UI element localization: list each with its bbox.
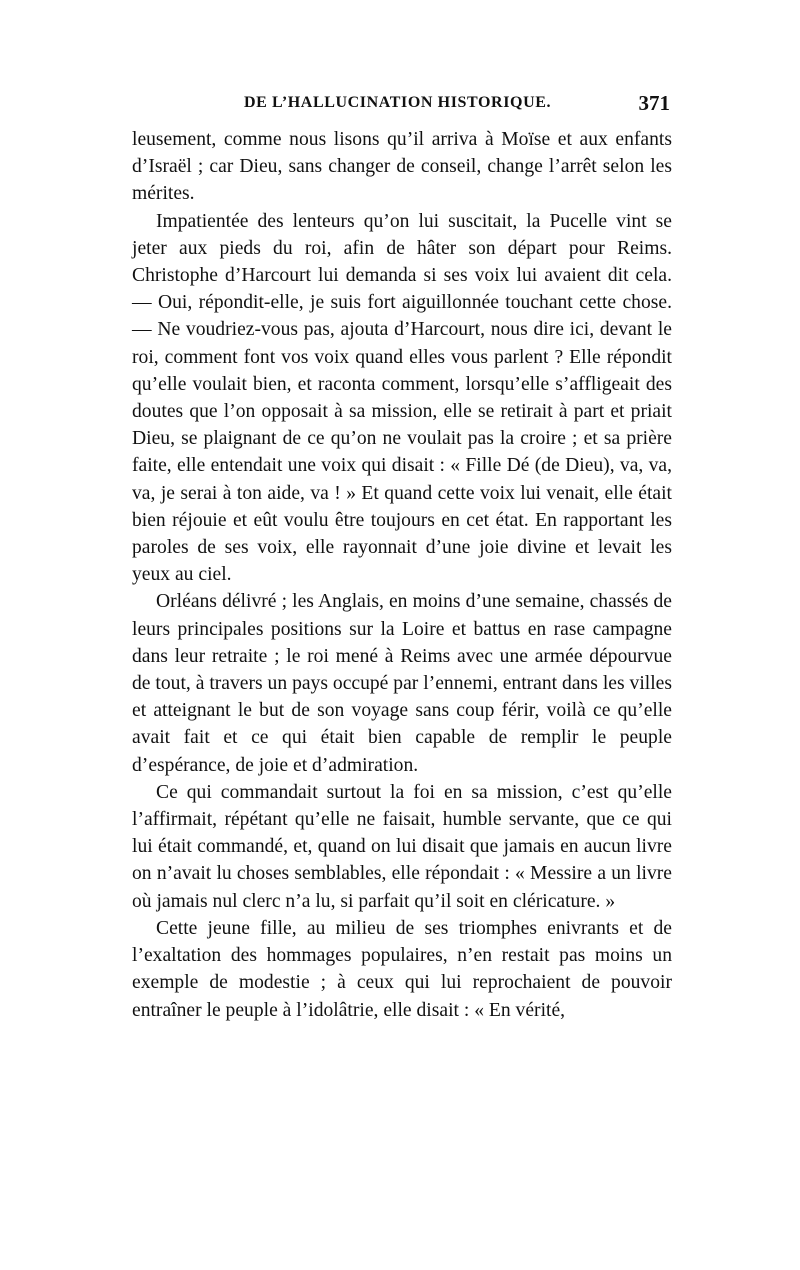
paragraph-modestie: Cette jeune fille, au milieu de ses triomphes enivrants et de l’exaltation des hommages populaires, n’en restait pas moins un exemple de modestie ; à ceux qui lui reprochaient de pouvoir entraîner le peuple à l’idolâtrie, elle disait : « En vérité, bbox=[132, 917, 672, 1021]
paragraph-orleans: Orléans délivré ; les Anglais, en moins d’une semaine, chassés de leurs principales positions sur la Loire et battus en rase campagne dans leur retraite ; le roi mené à Reims avec une armée dépourvue de tout, à travers un pays occupé par l’ennemi, entrant dans les villes et atteignant le but de son voyage sans coup férir, voilà ce qu’elle avait fait et ce qui était bien capable de remplir le peuple d’espérance, de joie et d’admiration. bbox=[132, 591, 672, 776]
paragraph-continuation: leusement, comme nous lisons qu’il arriva à Moïse et aux enfants d’Israël ; car Dieu, sans changer de conseil, change l’arrêt selon les mérites. bbox=[132, 129, 672, 205]
paragraph-mission: Ce qui commandait surtout la foi en sa mission, c’est qu’elle l’affirmait, répétant qu’elle ne faisait, humble servante, que ce qui lui était commandé, et, quand on lui disait que jamais en aucun livre on n’avait lu choses semblables, elle répondait : « Messire a un livre où jamais nul clerc n’a lu, si parfait qu’il soit en cléricature. » bbox=[132, 781, 672, 912]
paragraph-impatientee: Impatientée des lenteurs qu’on lui suscitait, la Pucelle vint se jeter aux pieds du roi, afin de hâter son départ pour Reims. Christophe d’Harcourt lui demanda si ses voix lui avaient dit cela. — Oui, répondit-elle, je suis fort aiguillonnée touchant cette chose. — Ne voudriez-vous pas, ajouta d’Harcourt, nous dire ici, devant le roi, comment font vos voix quand elles vous parlent ? Elle répondit qu’elle voulait bien, et raconta comment, lorsqu’elle s’affligeait des doutes que l’on opposait à sa mission, elle se retirait à part et priait Dieu, se plaignant de ce qu’on ne voulait pas la croire ; et sa prière faite, elle entendait une voix qui disait : « Fille Dé (de Dieu), va, va, va, je serai à ton aide, va ! » Et quand cette voix lui venait, elle était bien réjouie et eût voulu être toujours en cet état. En rapportant les paroles de ses voix, elle rayonnait d’une joie divine et levait les yeux au ciel. bbox=[132, 210, 672, 586]
running-title: DE L’HALLUCINATION HISTORIQUE. bbox=[244, 94, 552, 111]
running-head bbox=[132, 92, 672, 126]
body-text bbox=[132, 126, 672, 1024]
book-page bbox=[132, 92, 672, 1024]
page-number: 371 bbox=[638, 91, 670, 115]
